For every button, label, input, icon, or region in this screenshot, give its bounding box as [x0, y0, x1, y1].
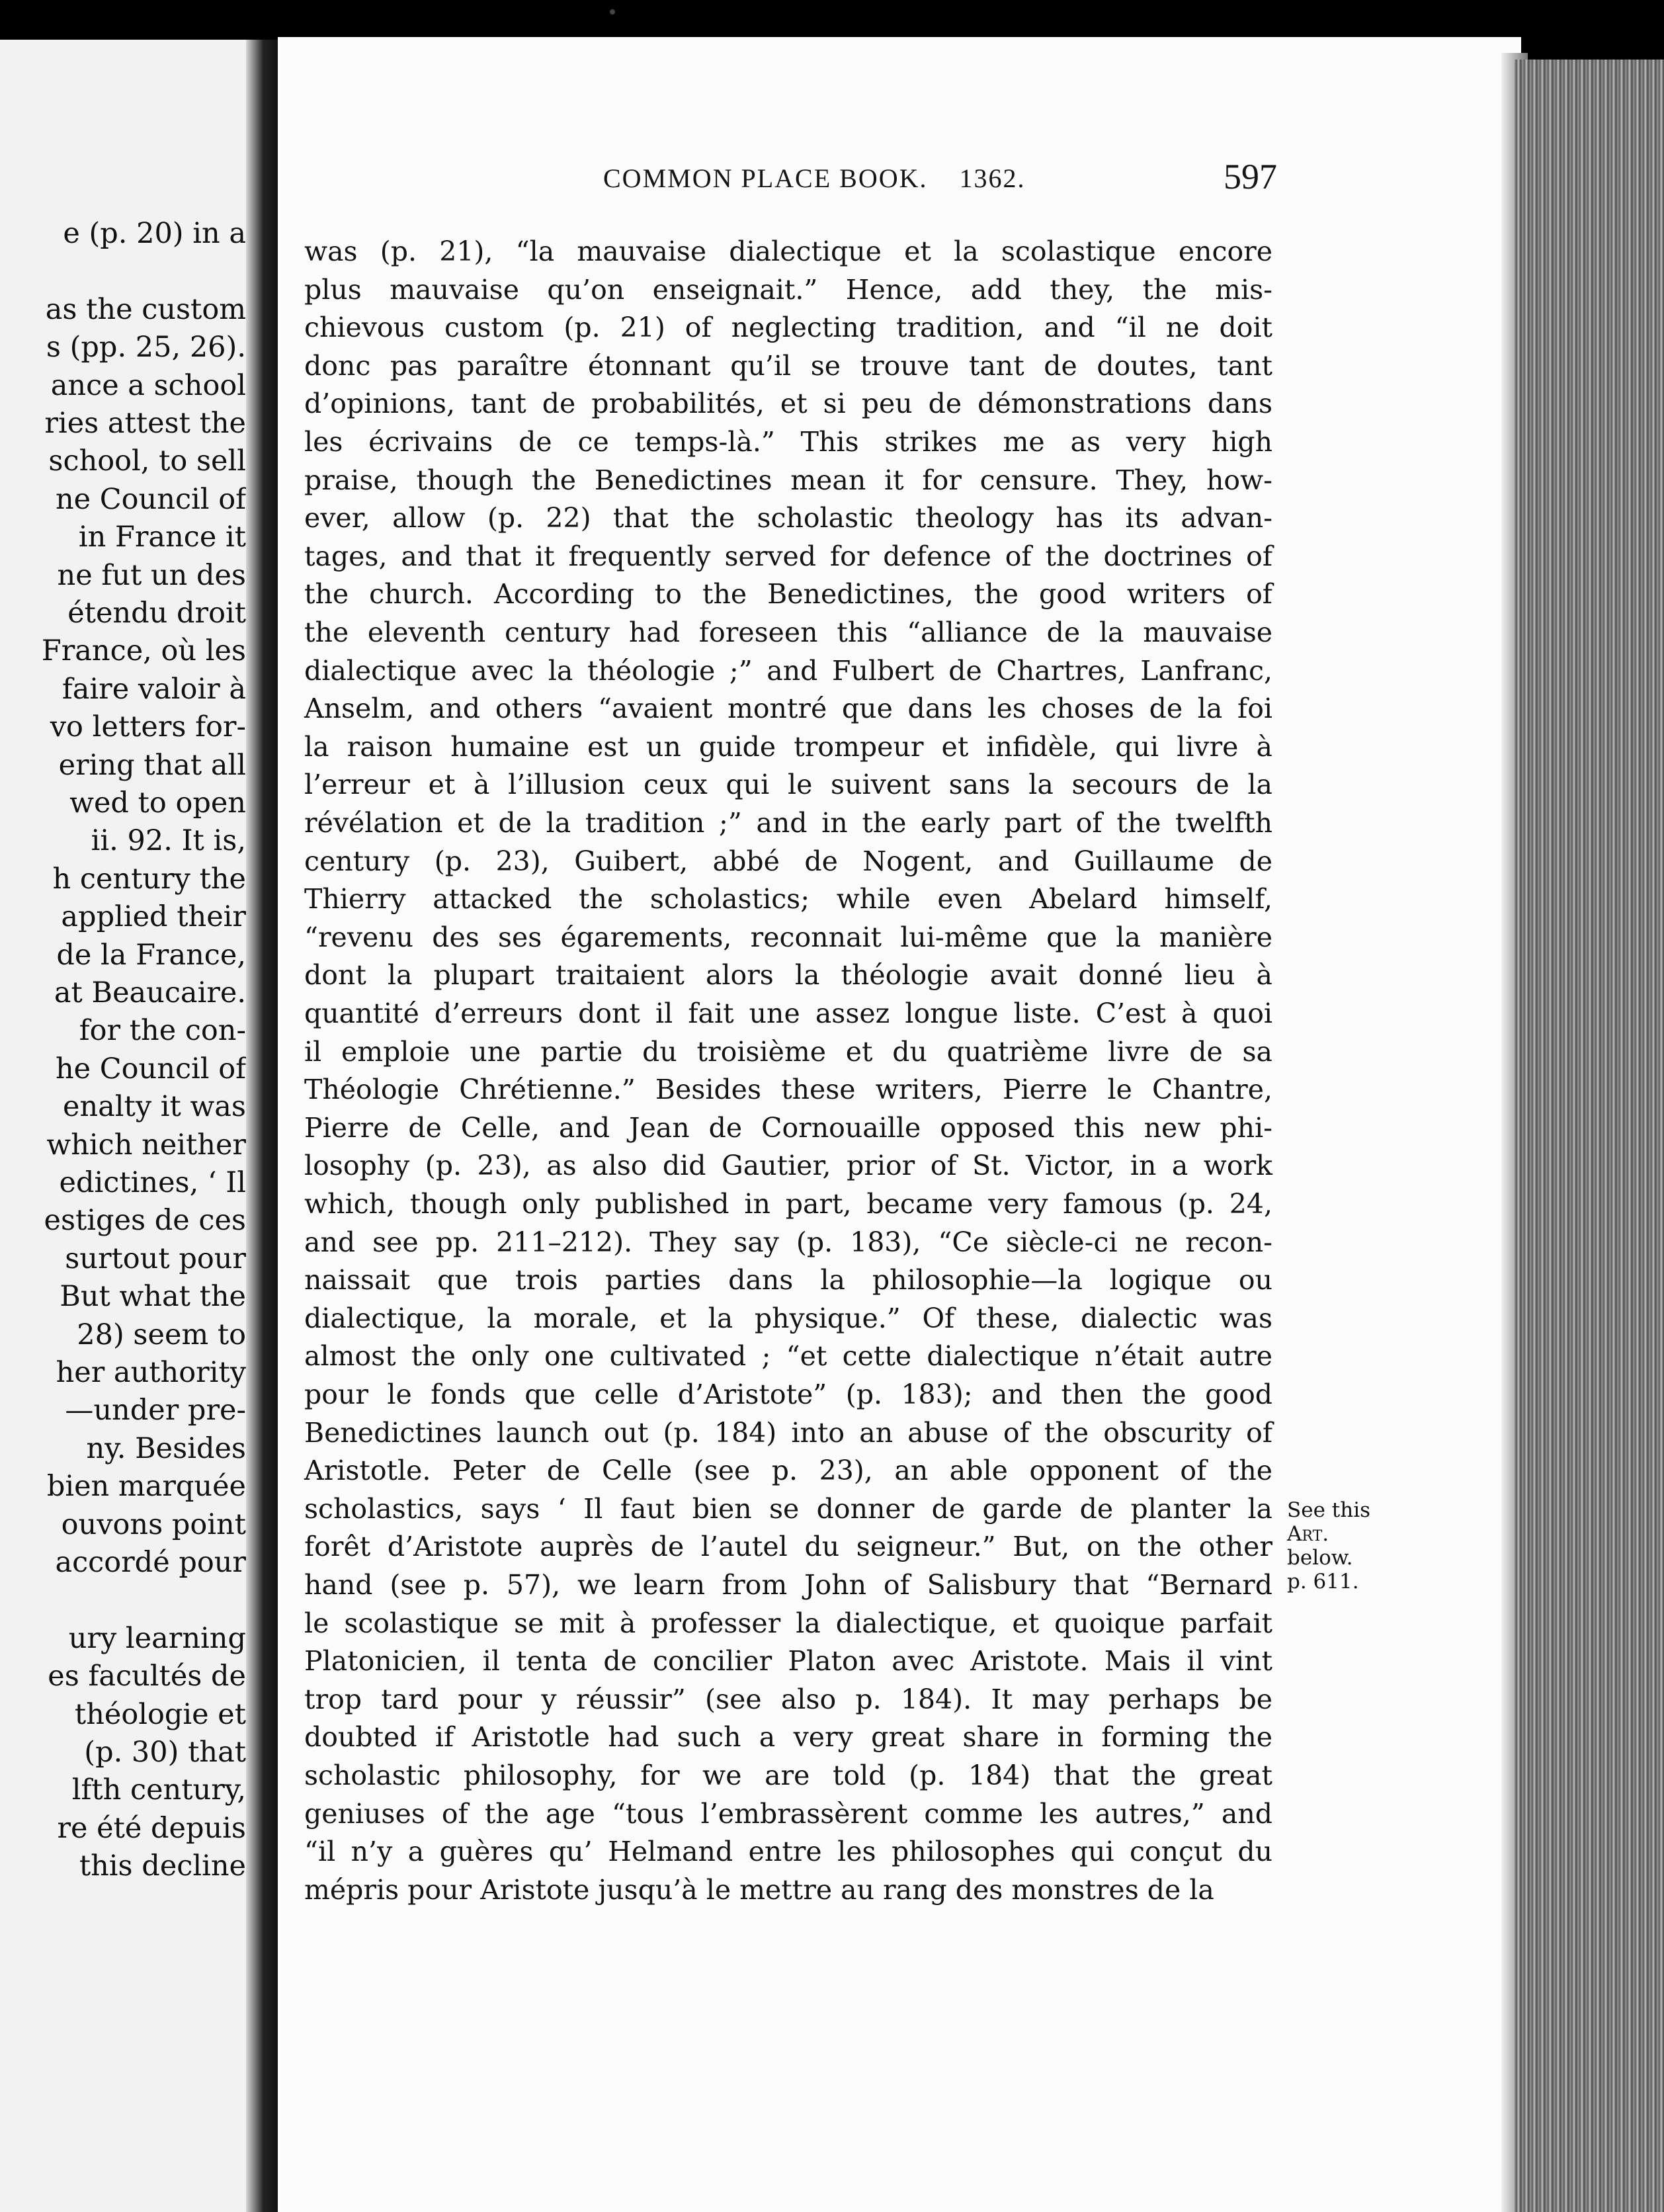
- text-line: la raison humaine est un guide trompeur et infidèle, qui livre à: [304, 730, 1272, 763]
- running-head-year: 1362.: [959, 163, 1026, 193]
- text-line: geniuses of the age “tous l’embrassèrent comme les autres,” and: [304, 1797, 1272, 1830]
- previous-page-line: surtout pour: [65, 1242, 246, 1275]
- previous-page-fragment: [0, 40, 246, 2212]
- previous-page-line: h century the: [52, 862, 246, 896]
- stacked-page-edges: [1515, 60, 1664, 2212]
- text-line: “il n’y a guères qu’ Helmand entre les philosophes qui conçut du: [304, 1836, 1272, 1868]
- text-line: chievous custom (p. 21) of neglecting tradition, and “il ne doit: [304, 312, 1272, 344]
- previous-page-line: ering that all: [58, 748, 246, 782]
- previous-page-line: as the custom: [45, 292, 246, 326]
- previous-page-line: es facultés de: [48, 1660, 246, 1693]
- previous-page-line: bien marquée: [46, 1470, 246, 1504]
- text-line: doubted if Aristotle had such a very great share in forming the: [304, 1721, 1272, 1754]
- previous-page-line: 28) seem to: [77, 1318, 246, 1351]
- previous-page-line: —under pre-: [65, 1394, 246, 1427]
- previous-page-line: which neither: [46, 1128, 246, 1162]
- previous-page-line: s (pp. 25, 26).: [46, 331, 246, 364]
- text-line: les écrivains de ce temps-là.” This strikes me as very high: [304, 426, 1272, 458]
- previous-page-line: ury learning: [68, 1621, 246, 1655]
- previous-page-line: de la France,: [56, 938, 246, 972]
- text-line: révélation et de la tradition ;” and in the early part of the twelfth: [304, 807, 1272, 839]
- text-line: forêt d’Aristote auprès de l’autel du seigneur.” But, on the other: [304, 1531, 1272, 1563]
- text-line: il emploie une partie du troisième et du quatrième livre de sa: [304, 1035, 1272, 1068]
- text-line: le scolastique se mit à professer la dialectique, et quoique parfait: [304, 1607, 1272, 1639]
- previous-page-line: ii. 92. It is,: [91, 824, 246, 858]
- text-line: scholastics, says ‘ Il faut bien se donner de garde de planter la: [304, 1492, 1272, 1525]
- text-line: Benedictines launch out (p. 184) into an abuse of the obscurity of: [304, 1416, 1272, 1449]
- previous-page-line: (p. 30) that: [84, 1736, 246, 1769]
- previous-page-line: ny. Besides: [86, 1431, 246, 1465]
- previous-page-line: But what the: [60, 1280, 246, 1314]
- previous-page-line: théologie et: [74, 1697, 246, 1731]
- previous-page-line: lfth century,: [71, 1773, 246, 1807]
- text-line: Anselm, and others “avaient montré que dans les choses de la foi: [304, 693, 1272, 725]
- page-number: 597: [1224, 157, 1277, 196]
- text-line: plus mauvaise qu’on enseignait.” Hence, add they, the mis-: [304, 273, 1272, 306]
- text-line: Thierry attacked the scholastics; while even Abelard himself,: [304, 883, 1272, 915]
- text-line: naissait que trois parties dans la philosophie—la logique ou: [304, 1264, 1272, 1297]
- previous-page-line: e (p. 20) in a: [63, 217, 246, 250]
- text-line: quantité d’erreurs dont il fait une assez longue liste. C’est à quoi: [304, 998, 1272, 1029]
- text-line: was (p. 21), “la mauvaise dialectique et la scolastique encore: [304, 235, 1272, 267]
- previous-page-line: school, to sell: [48, 445, 246, 478]
- previous-page-line: wed to open: [69, 787, 246, 820]
- previous-page-line: France, où les: [41, 634, 246, 668]
- text-line: dont la plupart traitaient alors la théologie avait donné lieu à: [304, 959, 1272, 992]
- previous-page-line: enalty it was: [63, 1090, 246, 1124]
- previous-page-line: estiges de ces: [44, 1204, 246, 1238]
- text-line: almost the only one cultivated ; “et cette dialectique n’était autre: [304, 1340, 1272, 1373]
- text-line: Aristotle. Peter de Celle (see p. 23), an able opponent of the: [304, 1455, 1272, 1487]
- previous-page-line: ance a school: [50, 368, 246, 402]
- text-line: Théologie Chrétienne.” Besides these writers, Pierre le Chantre,: [304, 1074, 1272, 1106]
- margin-note-line: below.: [1287, 1546, 1353, 1570]
- previous-page-line: ouvons point: [61, 1508, 246, 1541]
- text-line: praise, though the Benedictines mean it for censure. They, how-: [304, 464, 1272, 496]
- previous-page-line: ne fut un des: [57, 558, 246, 592]
- previous-page-line: in France it: [78, 521, 246, 554]
- previous-page-line: at Beaucaire.: [54, 976, 246, 1009]
- text-line: tages, and that it frequently served for defence of the doctrines of: [304, 540, 1272, 572]
- text-line: “revenu des ses égarements, reconnait lui-même que la manière: [304, 921, 1272, 953]
- scan-speck: [610, 9, 615, 15]
- previous-page-line: étendu droit: [67, 597, 246, 630]
- text-line: and see pp. 211–212). They say (p. 183), “Ce siècle-ci ne recon-: [304, 1226, 1272, 1258]
- previous-page-line: ries attest the: [44, 407, 246, 440]
- previous-page-line: re été depuis: [57, 1811, 246, 1845]
- text-line: Platonicien, il tenta de concilier Platon avec Aristote. Mais il vint: [304, 1645, 1272, 1678]
- text-line: pour le fonds que celle d’Aristote” (p. 183); and then the good: [304, 1379, 1272, 1410]
- text-line: losophy (p. 23), as also did Gautier, prior of St. Victor, in a work: [304, 1150, 1272, 1182]
- margin-note-line: p. 611.: [1287, 1570, 1359, 1594]
- previous-page-line: her authority: [56, 1356, 246, 1389]
- text-line: d’opinions, tant de probabilités, et si peu de démonstrations dans: [304, 388, 1272, 420]
- margin-note-line: See this: [1287, 1498, 1371, 1522]
- text-line: dialectique, la morale, et la physique.” Of these, dialectic was: [304, 1302, 1272, 1334]
- previous-page-line: he Council of: [55, 1052, 246, 1085]
- previous-page-line: edictines, ‘ Il: [59, 1166, 246, 1199]
- text-line: century (p. 23), Guibert, abbé de Nogent, and Guillaume de: [304, 845, 1272, 877]
- text-line: trop tard pour y réussir” (see also p. 184). It may perhaps be: [304, 1683, 1272, 1715]
- running-head-title: COMMON PLACE BOOK.: [603, 163, 928, 193]
- text-line: which, though only published in part, became very famous (p. 24,: [304, 1188, 1272, 1220]
- text-line: l’erreur et à l’illusion ceux qui le suivent sans la secours de la: [304, 769, 1272, 801]
- previous-page-line: vo letters for-: [50, 710, 246, 744]
- text-line: mépris pour Aristote jusqu’à le mettre au rang des monstres de la: [304, 1873, 1214, 1906]
- text-line: ever, allow (p. 22) that the scholastic theology has its advan-: [304, 502, 1272, 534]
- text-line: hand (see p. 57), we learn from John of Salisbury that “Bernard: [304, 1569, 1272, 1601]
- book-gutter: [246, 40, 278, 2212]
- text-line: scholastic philosophy, for we are told (p. 184) that the great: [304, 1760, 1272, 1791]
- previous-page-line: accordé pour: [55, 1546, 246, 1579]
- text-line: the eleventh century had foreseen this “alliance de la mauvaise: [304, 617, 1272, 648]
- previous-page-line: faire valoir à: [62, 672, 246, 706]
- text-line: dialectique avec la théologie ;” and Fulbert de Chartres, Lanfranc,: [304, 654, 1272, 687]
- previous-page-line: for the con-: [79, 1014, 246, 1048]
- text-line: Pierre de Celle, and Jean de Cornouaille opposed this new phi-: [304, 1111, 1272, 1144]
- previous-page-line: applied their: [61, 900, 246, 934]
- text-line: donc pas paraître étonnant qu’il se trouve tant de doutes, tant: [304, 349, 1272, 382]
- previous-page-line: this decline: [79, 1850, 246, 1883]
- previous-page-line: ne Council of: [55, 482, 246, 516]
- margin-note-line: Art.: [1287, 1522, 1329, 1546]
- running-head: [603, 163, 1026, 194]
- text-line: the church. According to the Benedictines, the good writers of: [304, 578, 1272, 611]
